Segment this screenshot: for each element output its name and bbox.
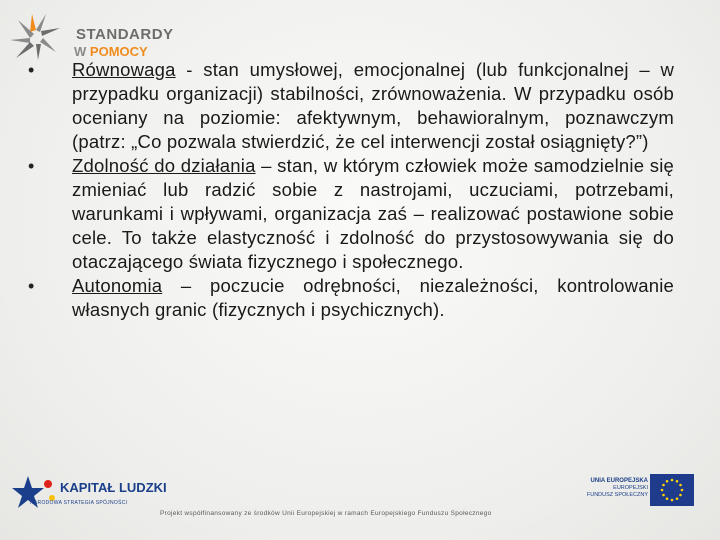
list-item xyxy=(28,58,674,154)
logo-line2-prefix: W xyxy=(74,44,87,59)
cofinance-note: Projekt współfinansowany ze środków Unii Europejskiej w ramach Europejskiego Funduszu Społecznego xyxy=(160,510,492,517)
bullet-paragraph xyxy=(72,58,674,154)
eu-line2: EUROPEJSKI xyxy=(613,485,648,491)
term-autonomia: Autonomia xyxy=(72,275,163,296)
logo-line1: STANDARDY xyxy=(76,26,174,43)
list-item xyxy=(28,274,674,322)
bullet-marker: • xyxy=(28,276,35,296)
eu-flag xyxy=(650,474,694,506)
starburst-icon xyxy=(8,10,70,62)
bullet-paragraph xyxy=(72,274,674,322)
eu-line3: FUNDUSZ SPOŁECZNY xyxy=(586,492,648,498)
definition-text: - stan umysłowej, emocjonalnej (lub funkcjonalnej – w przypadku organizacji) stabilności, zrównoważenia. W przypadku osób oceniany na poziomie: afektywnym, behawioralnym, poznawczym (patrz: „Co pozwala stwierdzić, że cel interwencji został osiągnięty?”) xyxy=(72,59,674,152)
eu-line1: UNIA EUROPEJSKA xyxy=(590,478,648,484)
list-item xyxy=(28,154,674,274)
standardy-logo xyxy=(8,10,178,62)
bullet-paragraph xyxy=(72,154,674,274)
term-zdolnosc: Zdolność do działania xyxy=(72,155,256,176)
bullet-marker: • xyxy=(28,60,35,80)
logo-line2-accent: POMOCY xyxy=(89,44,148,59)
kapital-subtitle: NARODOWA STRATEGIA SPÓJNOŚCI xyxy=(30,500,128,506)
eu-label xyxy=(584,478,648,499)
definition-text: – poczucie odrębności, niezależności, kontrolowanie własnych granic (fizycznych i psychicznych). xyxy=(72,275,674,320)
eu-stars-icon xyxy=(650,474,694,506)
bullet-marker: • xyxy=(28,156,35,176)
kapital-name: KAPITAŁ LUDZKI xyxy=(60,480,167,495)
logo-line2 xyxy=(74,44,148,59)
definition-text: – stan, w którym człowiek może samodzielnie się zmieniać lub radzić sobie z nastrojami, uczuciami, potrzebami, warunkami i wpływami, organizacja zaś – realizować postawione sobie cele. To także elastyczność i zdolność do przystosowywania się do otaczającego świata fizycznego i społecznego. xyxy=(72,155,674,272)
definitions-list xyxy=(28,58,674,322)
term-rownowaga: Równowaga xyxy=(72,59,176,80)
